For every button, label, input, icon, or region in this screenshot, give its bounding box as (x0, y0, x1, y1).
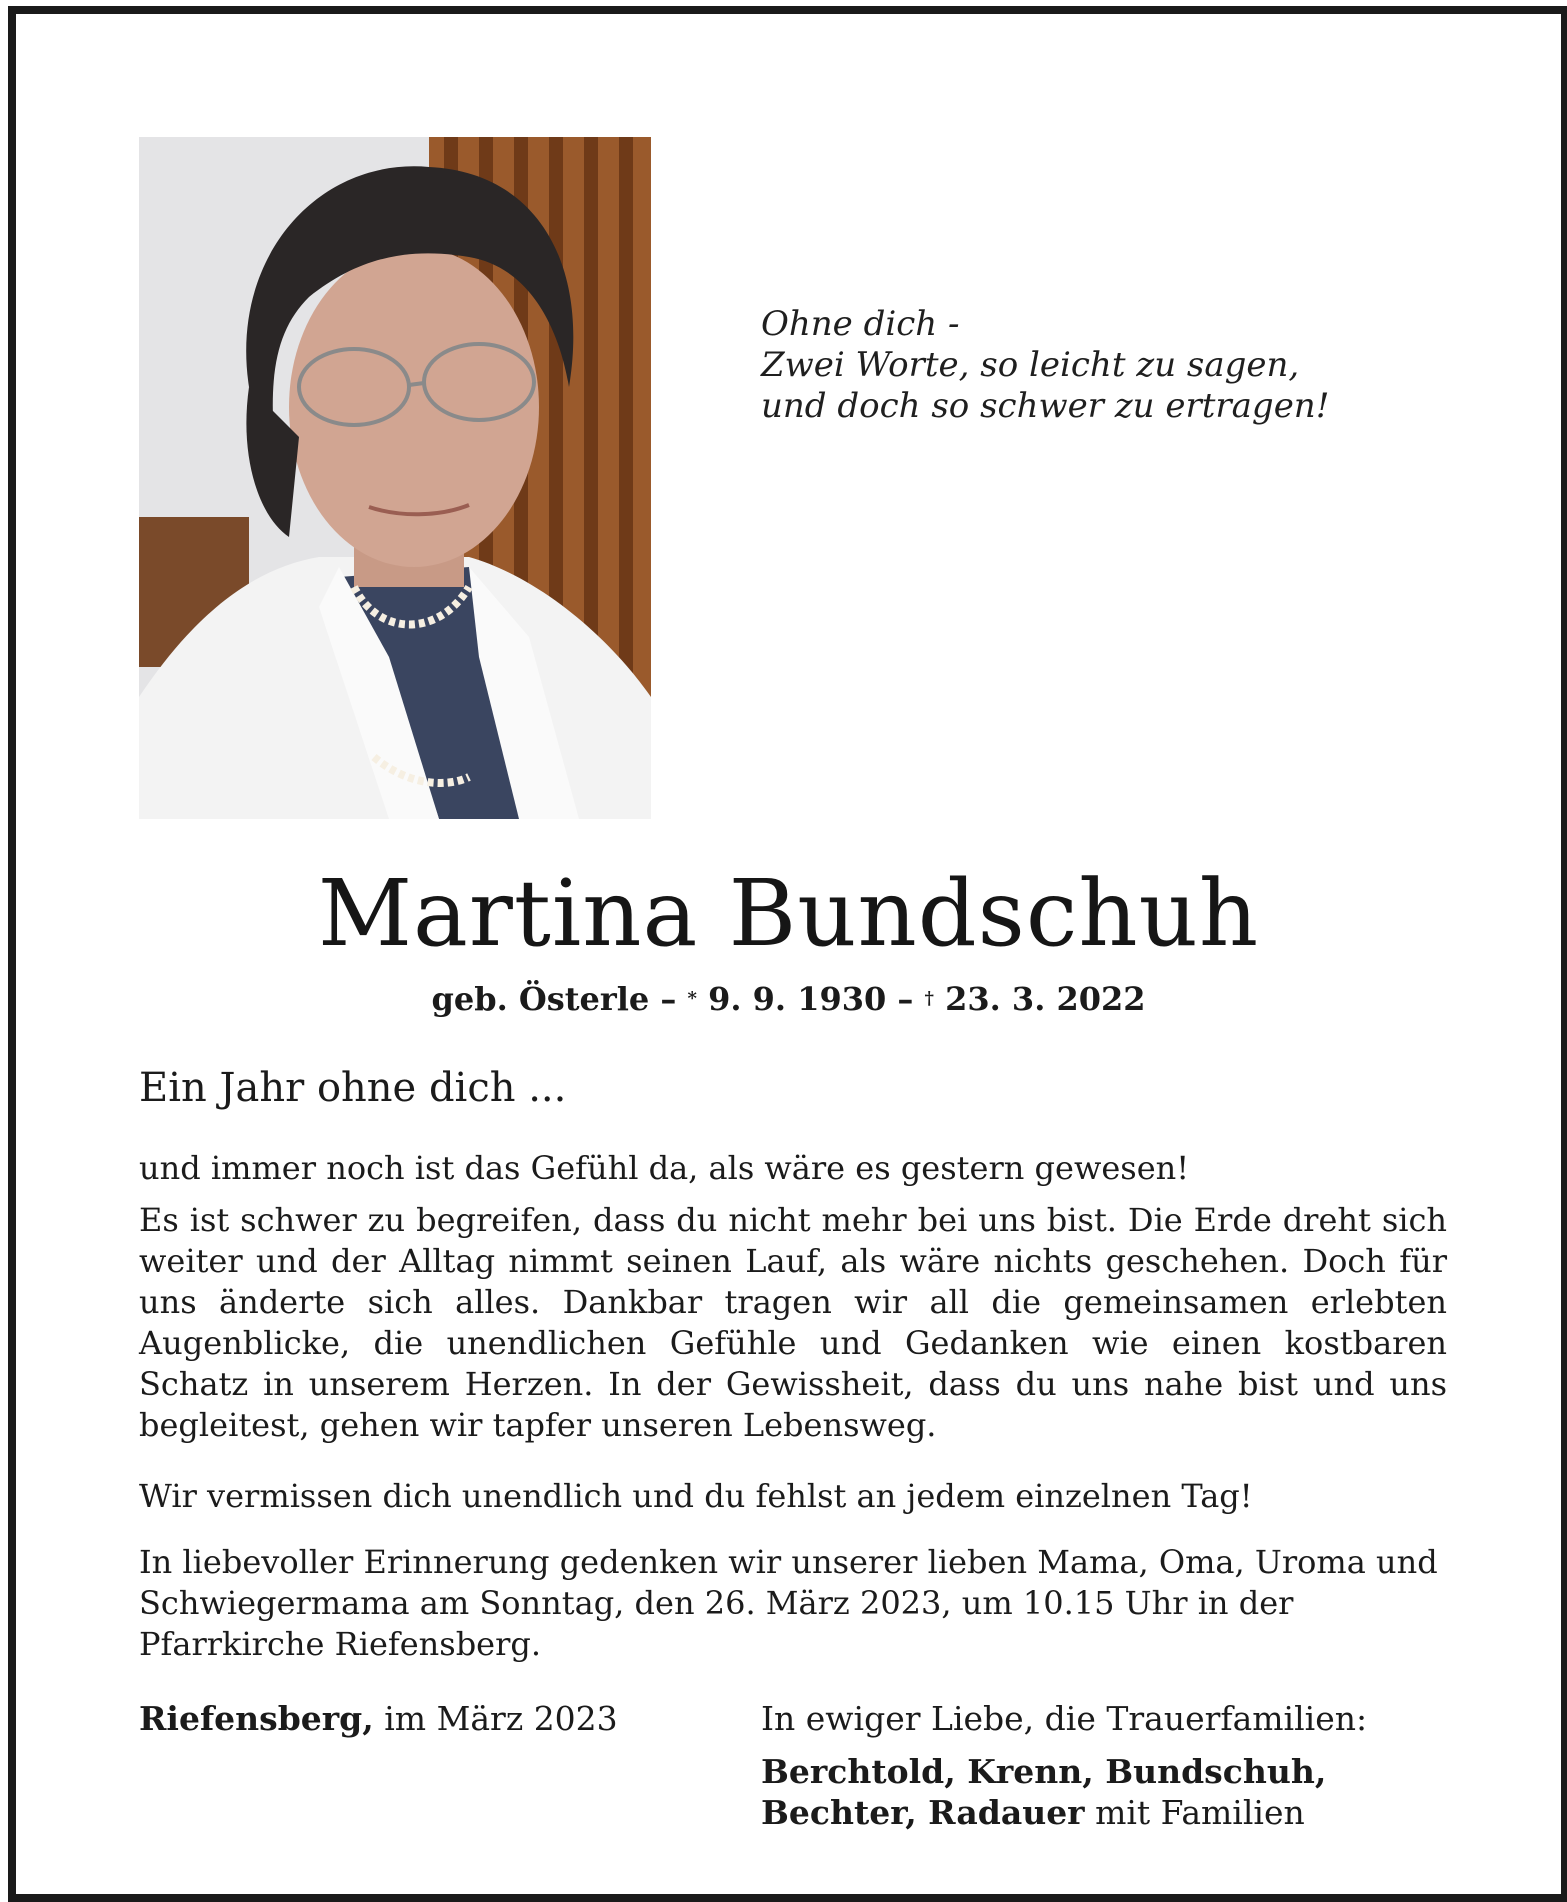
family-names-line: Bechter, Radauer (761, 1793, 1085, 1832)
families-intro: In ewiger Liebe, die Trauerfamilien: (761, 1699, 1368, 1738)
poem-line: Ohne dich - (761, 304, 960, 344)
birth-date: 9. 9. 1930 – (696, 980, 925, 1018)
obituary-notice (8, 6, 1567, 1902)
family-names-line: Berchtold, Krenn, Bundschuh, (761, 1752, 1327, 1791)
family-suffix: mit Familien (1084, 1793, 1305, 1832)
place-town: Riefensberg, (139, 1699, 374, 1738)
family-names (761, 1751, 1401, 1833)
paragraph: Wir vermissen dich unendlich und du fehlst an jedem einzelnen Tag! (139, 1477, 1253, 1515)
portrait-photo (139, 137, 651, 819)
poem-line: Zwei Worte, so leicht zu sagen, (761, 345, 1300, 385)
death-date: 23. 3. 2022 (933, 980, 1146, 1018)
paragraph: Es ist schwer zu begreifen, dass du nicht mehr bei uns bist. Die Erde dreht sich weiter und der Alltag nimmt seinen Lauf, als wäre nichts geschehen. Doch für uns änderte sich alles. Dankbar tragen wir all die gemeinsamen erlebten Augenblicke, die unendlichen Gefühle und Gedanken wie einen kostbaren Schatz in unserem Herzen. In der Gewissheit, dass du uns nahe bist und uns begleitest, gehen wir tapfer unseren Lebensweg. (139, 1201, 1447, 1444)
place-date (139, 1698, 618, 1739)
life-dates (16, 979, 1561, 1019)
paragraph: und immer noch ist das Gefühl da, als wäre es gestern gewesen! (139, 1149, 1190, 1187)
death-symbol: † (924, 988, 934, 1009)
birth-symbol: * (687, 988, 697, 1009)
paragraph: In liebevoller Erinnerung gedenken wir unserer lieben Mama, Oma, Uroma und Schwiegermama am Sonntag, den 26. März 2023, um 10.15 Uhr in der Pfarrkirche Riefensberg. (139, 1543, 1438, 1663)
place-month: im März 2023 (373, 1699, 618, 1738)
maiden-name: geb. Österle – (431, 980, 688, 1018)
poem (761, 304, 1330, 427)
mourning-families (761, 1698, 1401, 1833)
poem-line: und doch so schwer zu ertragen! (761, 386, 1330, 426)
deceased-name: Martina Bundschuh (317, 860, 1260, 967)
lead-heading: Ein Jahr ohne dich ... (139, 1065, 567, 1111)
